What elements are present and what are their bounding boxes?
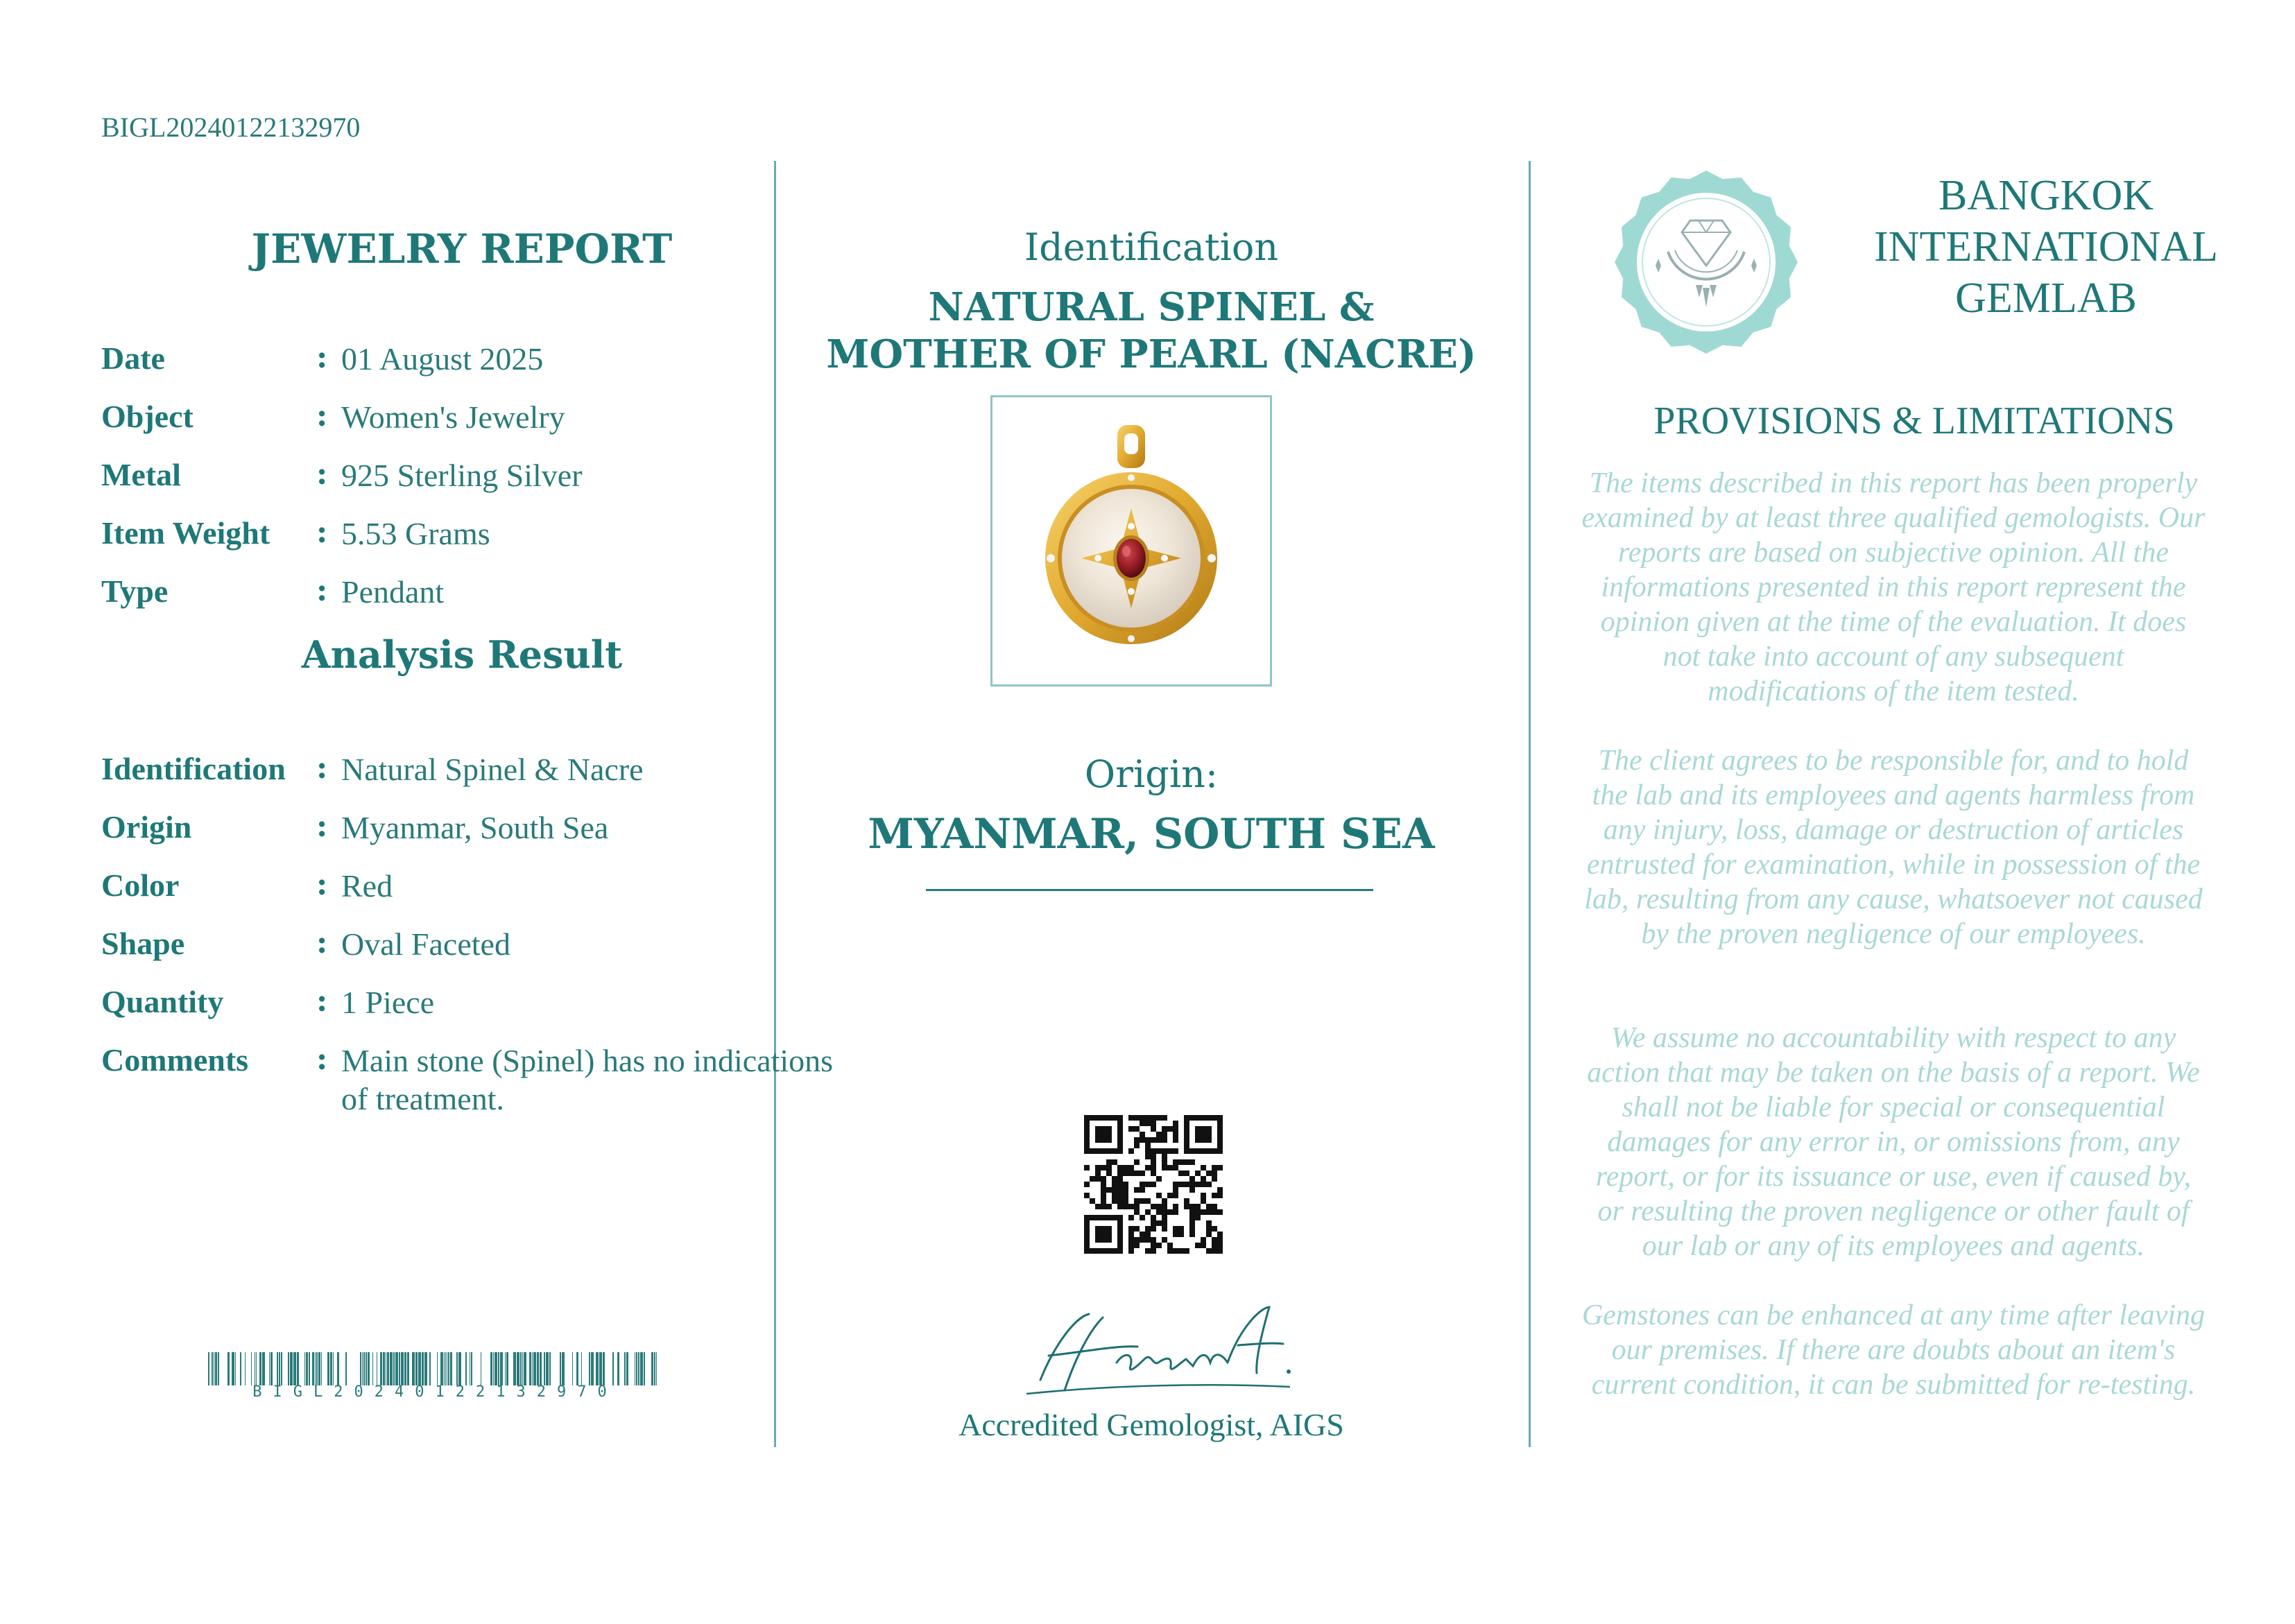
detail-value: 925 Sterling Silver — [341, 458, 583, 493]
detail-value: Pendant — [341, 574, 445, 610]
provisions-paragraph: The client agrees to be responsible for, and to hold the lab and its employees and agents harmless from any injury, loss, damage or destruction of articles entrusted for examination, while in possession of the lab, resulting from any cause, whatsoever not caused by the proven negligence of our employees. — [1584, 745, 2203, 950]
analysis-value: Myanmar, South Sea — [341, 810, 609, 845]
analysis-colon: : — [316, 750, 328, 786]
analysis-value: 1 Piece — [341, 985, 435, 1020]
detail-colon: : — [316, 515, 328, 550]
analysis-colon: : — [316, 1042, 328, 1077]
analysis-value: Main stone (Spinel) has no indications of treatment. — [341, 1043, 834, 1116]
lab-name-line: GEMLAB — [1955, 275, 2137, 322]
analysis-colon: : — [316, 809, 328, 844]
analysis-result-title: Analysis Result — [301, 632, 623, 677]
analysis-value: Red — [341, 868, 393, 904]
divider-right — [1529, 161, 1531, 1447]
pendant-photo — [992, 397, 1270, 684]
analysis-colon: : — [316, 867, 328, 902]
pendant-photo-frame — [990, 395, 1272, 686]
report-serial-number: BIGL20240122132970 — [101, 112, 361, 143]
analysis-colon: : — [316, 925, 328, 960]
analysis-row-quantity — [101, 983, 795, 1025]
barcode — [208, 1352, 662, 1385]
lab-name-line: INTERNATIONAL — [1874, 223, 2218, 270]
gemologist-title: Accredited Gemologist, AIGS — [959, 1407, 1344, 1442]
identification-line-1: NATURAL SPINEL & — [928, 284, 1375, 330]
detail-colon: : — [316, 398, 328, 433]
origin-value: MYANMAR, SOUTH SEA — [868, 810, 1435, 858]
analysis-row-origin — [101, 809, 795, 850]
detail-label: Item Weight — [101, 515, 270, 551]
detail-label: Date — [101, 340, 165, 376]
detail-value: Women's Jewelry — [341, 399, 565, 435]
qr-code[interactable] — [1084, 1115, 1223, 1254]
detail-row-item-weight — [101, 515, 795, 556]
lab-seal-logo — [1613, 169, 1800, 356]
analysis-label: Shape — [101, 926, 185, 961]
detail-colon: : — [316, 573, 328, 608]
detail-row-date — [101, 340, 795, 381]
origin-heading: Origin: — [1084, 752, 1219, 796]
detail-label: Metal — [101, 457, 181, 492]
provisions-paragraph: The items described in this report has been properly examined by at least three qualified gemologists. Our reports are based on subjective opinion. All the informations presented in this report represent the opinion given at the time of the evaluation. It does not take into account of any subsequent modifications of the item tested. — [1581, 467, 2206, 707]
origin-underline — [926, 889, 1373, 891]
analysis-label: Color — [101, 867, 180, 903]
provisions-title: PROVISIONS & LIMITATIONS — [1653, 399, 2175, 442]
analysis-label: Identification — [101, 751, 286, 786]
detail-colon: : — [316, 456, 328, 492]
barcode-number: BIGL20240122132970 — [252, 1383, 618, 1401]
detail-label: Type — [101, 573, 169, 609]
detail-row-metal — [101, 456, 795, 498]
provisions-paragraph: We assume no accountability with respect to any action that may be taken on the basis of a report. We shall not be liable for special or consequential damages for any error in, or omissions from, any report, or for its issuance or use, even if caused by, or resulting the proven negligence or other fault of our lab or any of its employees and agents. — [1587, 1022, 2200, 1262]
analysis-label: Comments — [101, 1042, 249, 1078]
analysis-row-color — [101, 867, 795, 908]
identification-heading: Identification — [1024, 225, 1279, 269]
gemologist-signature — [999, 1297, 1304, 1401]
analysis-value: Oval Faceted — [341, 926, 510, 962]
analysis-value: Natural Spinel & Nacre — [341, 752, 644, 787]
analysis-label: Origin — [101, 809, 192, 845]
analysis-row-identification — [101, 750, 795, 792]
analysis-row-comments — [101, 1042, 834, 1116]
analysis-label: Quantity — [101, 984, 224, 1019]
detail-label: Object — [101, 399, 194, 434]
detail-row-object — [101, 398, 795, 440]
report-title: JEWELRY REPORT — [251, 225, 673, 273]
lab-name-line: BANGKOK — [1939, 172, 2154, 219]
detail-value: 5.53 Grams — [341, 516, 490, 551]
analysis-row-shape — [101, 925, 795, 967]
detail-colon: : — [316, 340, 328, 375]
lab-name — [1859, 170, 2233, 324]
analysis-colon: : — [316, 983, 328, 1019]
identification-line-2: MOTHER OF PEARL (NACRE) — [826, 331, 1477, 377]
provisions-paragraph: Gemstones can be enhanced at any time after leaving our premises. If there are doubts about an item's current condition, it can be submitted for re-testing. — [1581, 1299, 2206, 1401]
detail-value: 01 August 2025 — [341, 341, 544, 377]
detail-row-type — [101, 573, 795, 614]
